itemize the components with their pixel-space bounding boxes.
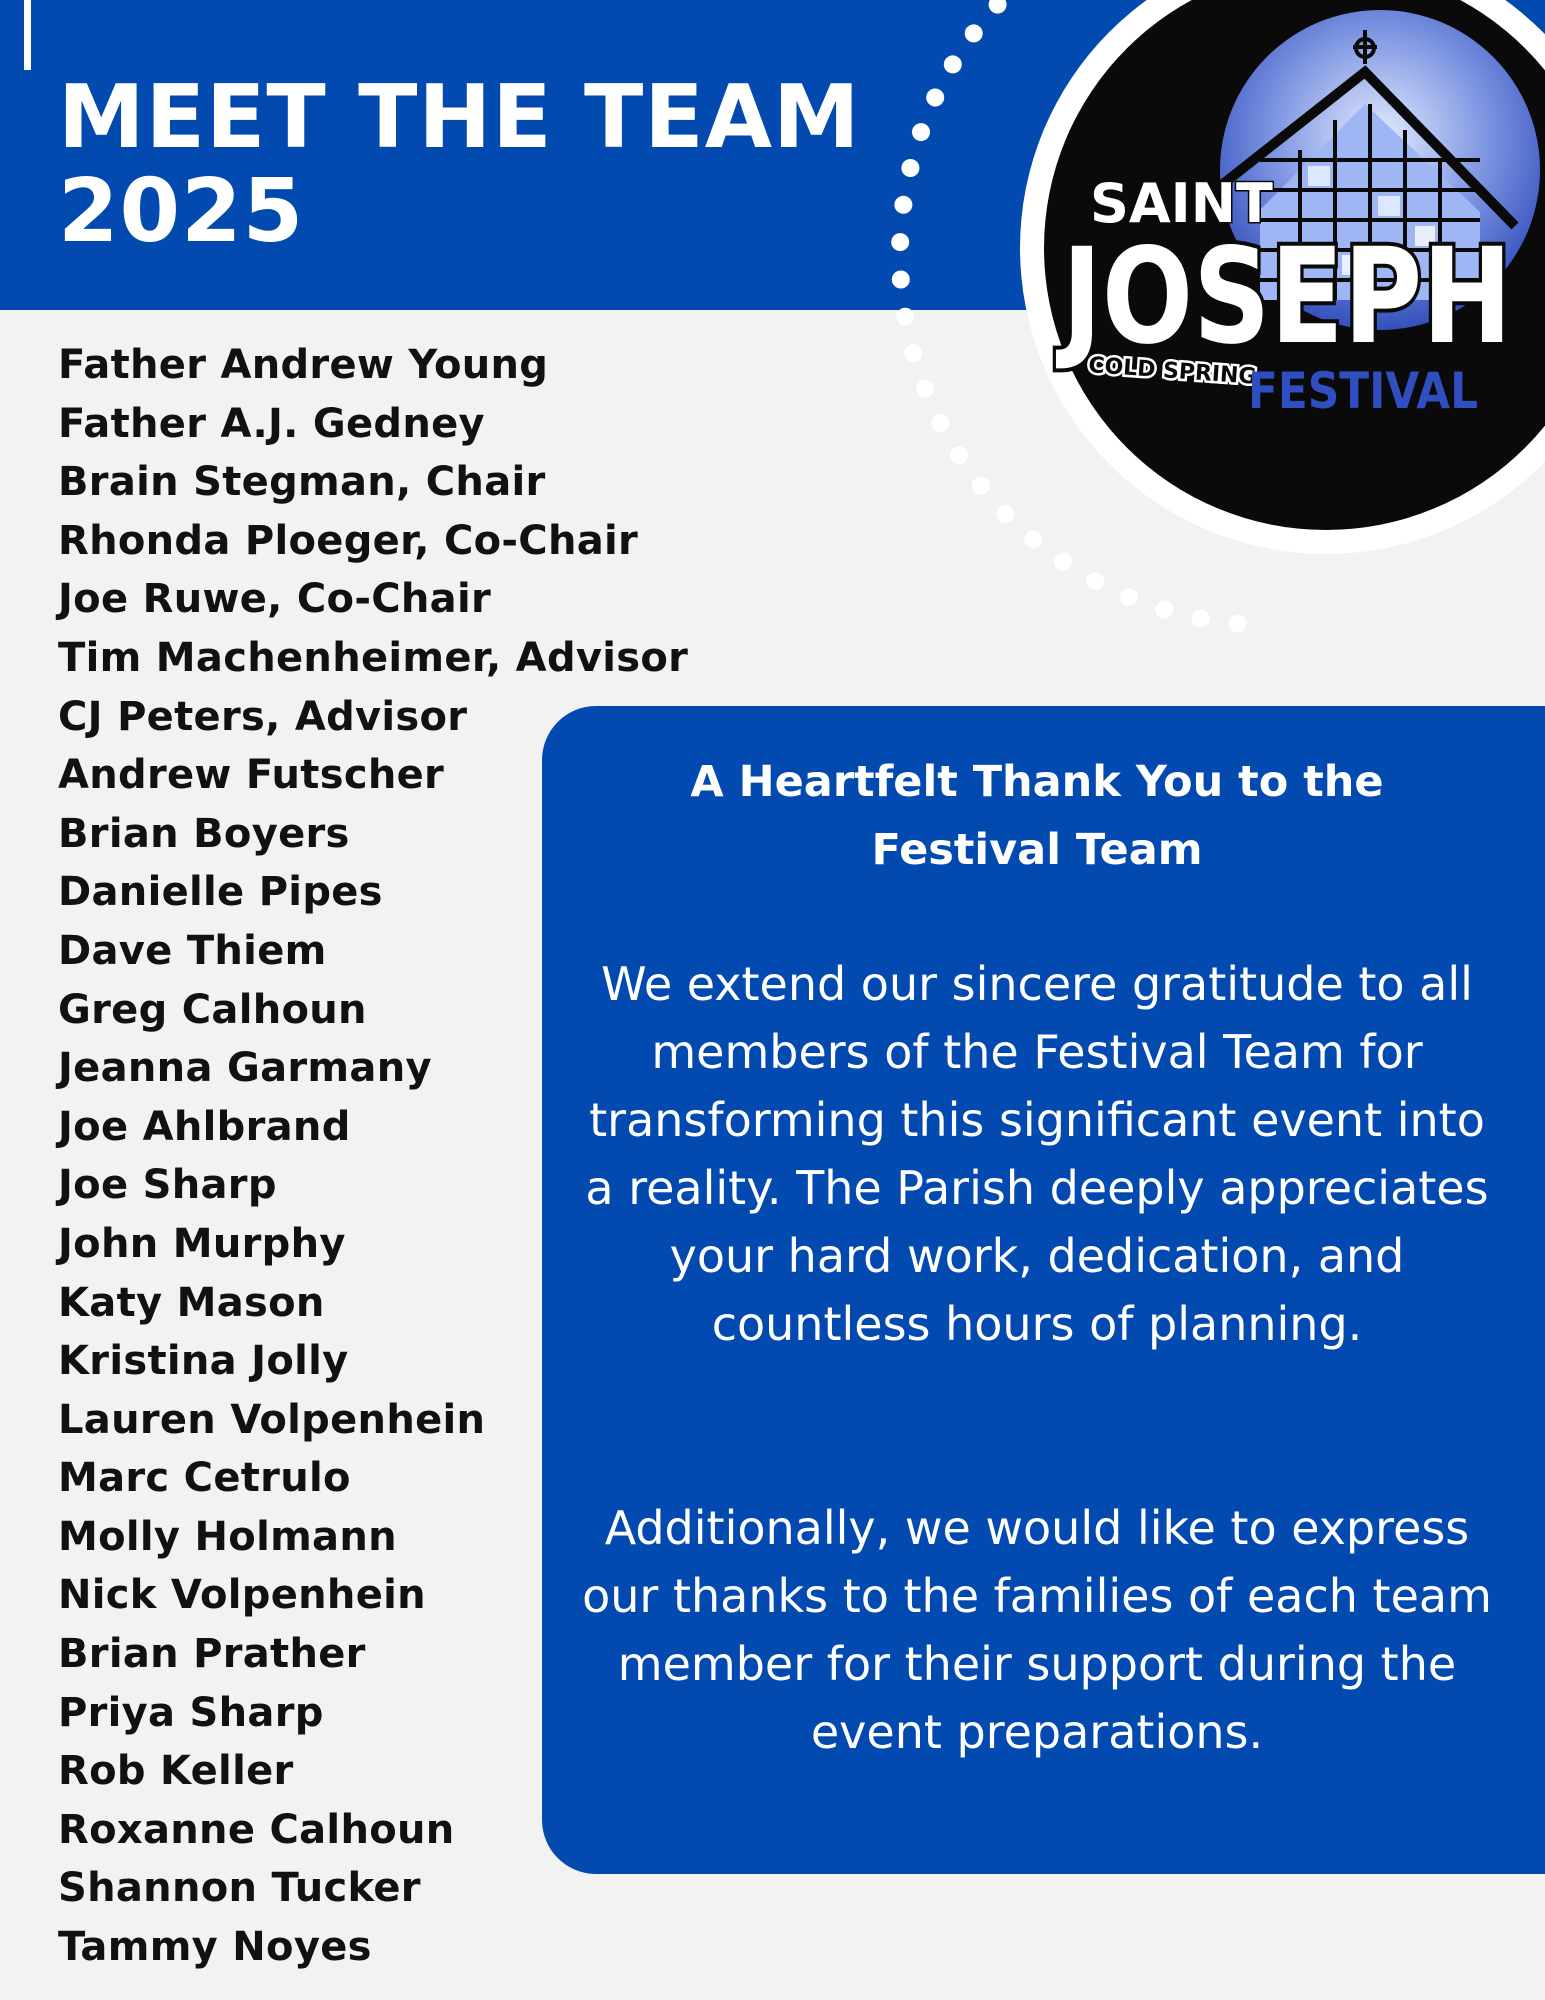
decorative-dot bbox=[916, 380, 934, 398]
decorative-dot bbox=[931, 414, 949, 432]
team-member: Father Andrew Young bbox=[58, 342, 549, 388]
decorative-dot bbox=[1086, 572, 1104, 590]
team-member: Molly Holmann bbox=[58, 1513, 397, 1560]
team-member: Kristina Jolly bbox=[58, 1338, 349, 1385]
decorative-dot bbox=[1229, 615, 1247, 633]
team-member: Danielle Pipes bbox=[58, 869, 383, 916]
team-member: John Murphy bbox=[58, 1220, 346, 1267]
team-member: Andrew Futscher bbox=[58, 752, 445, 799]
team-member: Priya Sharp bbox=[58, 1689, 324, 1736]
page-title-line1: MEET THE TEAM bbox=[58, 66, 861, 168]
page-title bbox=[58, 66, 861, 262]
team-member: Tammy Noyes bbox=[58, 1924, 372, 1971]
festival-logo bbox=[1010, 0, 1545, 570]
team-member: Lauren Volpenhein bbox=[58, 1396, 486, 1443]
team-member: Greg Calhoun bbox=[58, 986, 367, 1033]
page-title-year: 2025 bbox=[58, 160, 305, 262]
thank-you-paragraph-2: Additionally, we would like to express our thanks to the families of each team member for their support during the event preparations. bbox=[582, 1501, 1492, 1759]
team-member: Rob Keller bbox=[58, 1748, 294, 1795]
thank-you-paragraph-1: We extend our sincere gratitude to all members of the Festival Team for transforming this significant event into a reality. The Parish deeply appreciates your hard work, dedication, and countless hours of planning. bbox=[585, 957, 1489, 1351]
team-member: Brain Stegman, Chair bbox=[58, 459, 546, 506]
decorative-dot bbox=[950, 446, 968, 464]
team-member: Katy Mason bbox=[58, 1279, 325, 1326]
decorative-dot bbox=[1192, 609, 1210, 627]
decorative-dot bbox=[972, 477, 990, 495]
team-member: Marc Cetrulo bbox=[58, 1455, 351, 1502]
team-member: Joe Ahlbrand bbox=[58, 1103, 351, 1150]
logo-cold-spring-text: COLD SPRING bbox=[1087, 353, 1258, 390]
team-member: Roxanne Calhoun bbox=[58, 1806, 455, 1853]
header-accent-bar bbox=[24, 0, 31, 70]
team-member: Joe Sharp bbox=[58, 1162, 277, 1209]
thank-you-heading: A Heartfelt Thank You to the Festival Team bbox=[690, 757, 1384, 875]
decorative-dot bbox=[1120, 588, 1138, 606]
decorative-dot bbox=[896, 308, 914, 326]
team-member: Father A.J. Gedney bbox=[58, 400, 485, 447]
team-member: Brian Boyers bbox=[58, 810, 350, 857]
decorative-dot bbox=[904, 344, 922, 362]
thank-you-panel bbox=[542, 706, 1545, 1874]
team-member: Tim Machenheimer, Advisor bbox=[58, 634, 689, 681]
team-member: Rhonda Ploeger, Co-Chair bbox=[58, 517, 639, 564]
team-member: Shannon Tucker bbox=[58, 1865, 421, 1912]
logo-saint-text: SAINT bbox=[1090, 172, 1273, 235]
team-member: CJ Peters, Advisor bbox=[58, 693, 468, 740]
decorative-dot bbox=[1155, 601, 1173, 619]
team-member: Brian Prather bbox=[58, 1631, 366, 1678]
team-member: Joe Ruwe, Co-Chair bbox=[58, 576, 491, 623]
logo-joseph-text: JOSEPH bbox=[1055, 220, 1512, 374]
team-member: Jeanna Garmany bbox=[58, 1045, 432, 1092]
team-member: Dave Thiem bbox=[58, 927, 327, 974]
team-member: Nick Volpenhein bbox=[58, 1572, 426, 1619]
logo-festival-text: FESTIVAL bbox=[1248, 362, 1478, 420]
